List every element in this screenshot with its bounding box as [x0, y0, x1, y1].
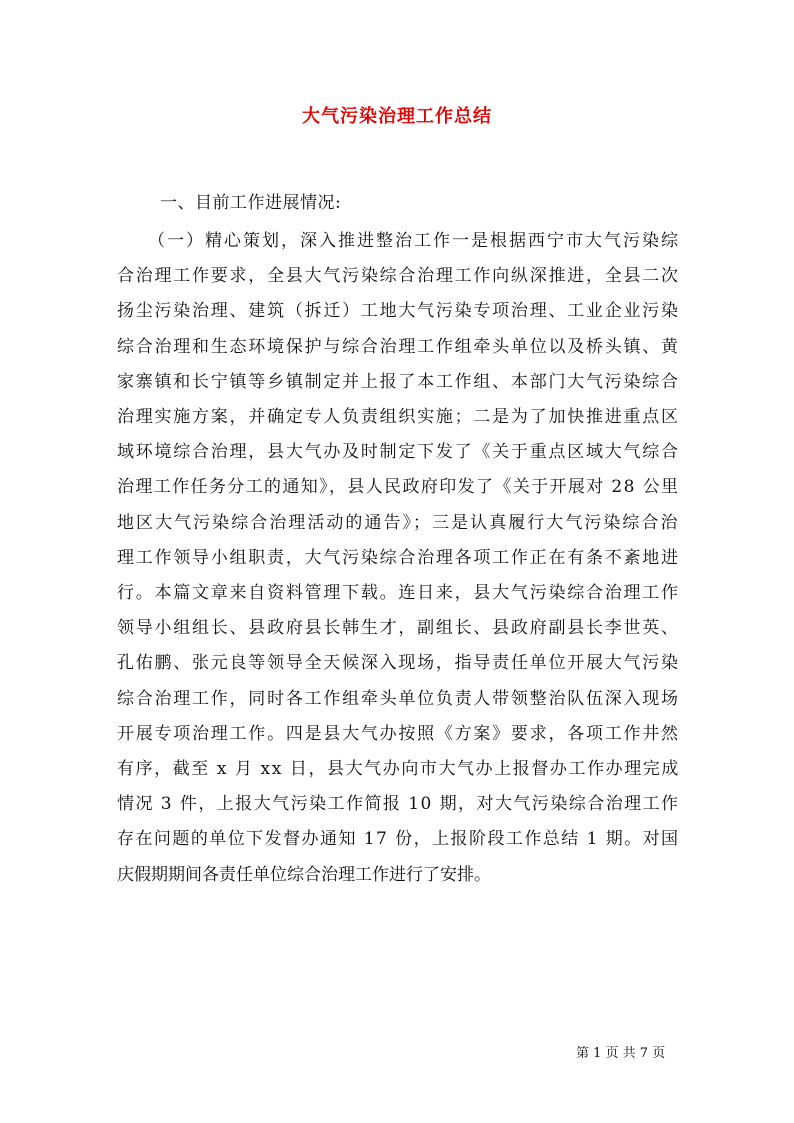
section-heading: 一、目前工作进展情况: — [160, 193, 342, 213]
body-line: （一）精心策划，深入推进整治工作一是根据西宁市大气污染综 — [148, 231, 680, 251]
body-line: 庆假期期间各责任单位综合治理工作进行了安排。 — [117, 864, 491, 885]
body-line: 扬尘污染治理、建筑（拆迁）工地大气污染专项治理、工业企业污染 — [117, 301, 680, 322]
body-line: 综合治理和生态环境保护与综合治理工作组牵头单位以及桥头镇、黄 — [117, 336, 680, 357]
body-line: 情况 3 件，上报大气污染工作简报 10 期，对大气污染综合治理工作 — [117, 794, 680, 815]
body-line: 治理实施方案，并确定专人负责组织实施；二是为了加快推进重点区 — [117, 407, 680, 427]
body-line: 治理工作任务分工的通知》，县人民政府印发了《关于开展对 28 公里 — [117, 477, 680, 498]
page-number: 第 1 页 共 7 页 — [576, 1046, 666, 1061]
body-line: 行。本篇文章来自资料管理下载。连日来，县大气污染综合治理工作 — [117, 583, 680, 603]
body-line: 家寨镇和长宁镇等乡镇制定并上报了本工作组、本部门大气污染综合 — [117, 371, 680, 392]
body-line: 理工作领导小组职责，大气污染综合治理各项工作正在有条不紊地进 — [117, 547, 680, 568]
body-line: 孔佑鹏、张元良等领导全天候深入现场，指导责任单位开展大气污染 — [117, 653, 680, 674]
body-line: 合治理工作要求，全县大气污染综合治理工作向纵深推进，全县二次 — [117, 266, 680, 287]
document-title: 大气污染治理工作总结 — [302, 106, 492, 127]
body-line: 开展专项治理工作。四是县大气办按照《方案》要求，各项工作井然 — [117, 723, 680, 744]
body-line: 有序，截至 x 月 xx 日，县大气办向市大气办上报督办工作办理完成 — [117, 759, 680, 779]
body-line: 存在问题的单位下发督办通知 17 份，上报阶段工作总结 1 期。对国 — [117, 829, 680, 850]
body-line: 领导小组组长、县政府县长韩生才，副组长、县政府副县长李世英、 — [117, 618, 680, 639]
body-line: 地区大气污染综合治理活动的通告》；三是认真履行大气污染综合治 — [117, 512, 680, 533]
body-line: 域环境综合治理，县大气办及时制定下发了《关于重点区域大气综合 — [117, 442, 680, 463]
body-line: 综合治理工作，同时各工作组牵头单位负责人带领整治队伍深入现场 — [117, 688, 680, 709]
